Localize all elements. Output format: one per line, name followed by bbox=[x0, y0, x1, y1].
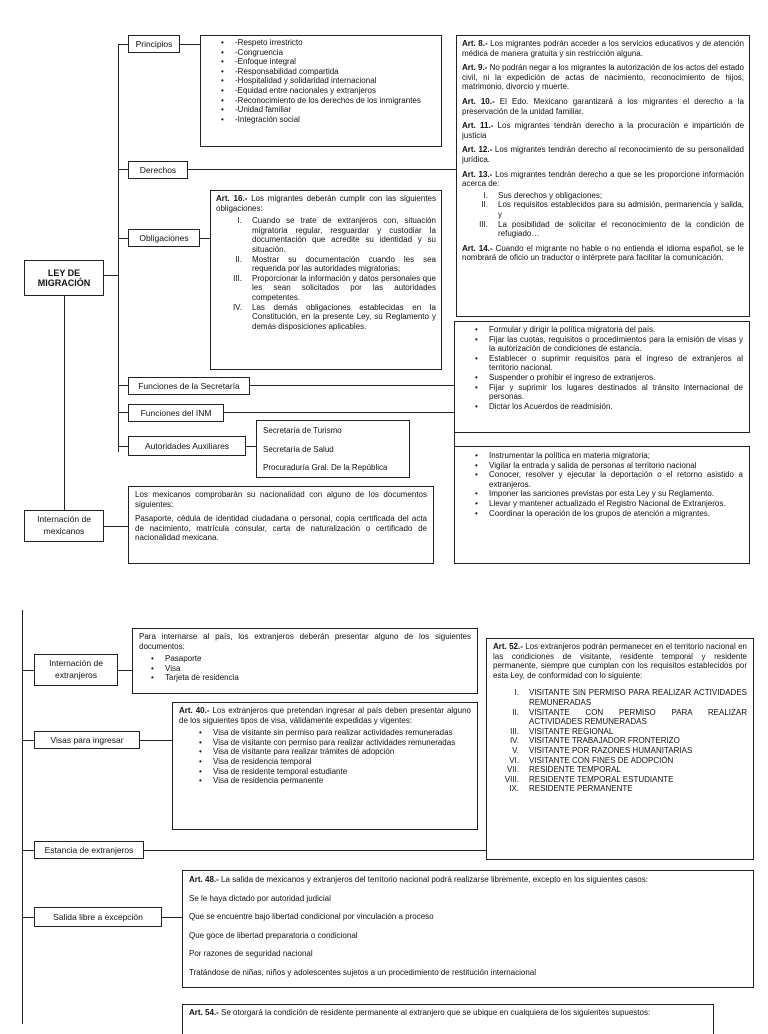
list-item: • Tarjeta de residencia bbox=[165, 673, 471, 683]
label-derechos-text: Derechos bbox=[139, 165, 177, 175]
label-principios bbox=[128, 35, 180, 53]
line-obligaciones-box bbox=[200, 238, 210, 239]
art-9-text: No podrán negar a los migrantes la autorización de los actos del estado civil, ni la expedición de actas de nacimiento, reconocimiento de hijos, matrimonio, divorcio y muerte. bbox=[462, 63, 744, 92]
label-autoridades-auxiliares bbox=[128, 436, 246, 456]
line-visas bbox=[22, 740, 34, 741]
line-inm-box bbox=[224, 412, 454, 413]
line-autoridades-box bbox=[246, 446, 256, 447]
line-internacion-extranjeros bbox=[22, 670, 34, 671]
internacion-mexicanos-box bbox=[128, 486, 434, 564]
list-item: • Dictar los Acuerdos de readmisión. bbox=[489, 402, 743, 412]
line-principios-box bbox=[180, 44, 200, 45]
label-visas-text: Visas para ingresar bbox=[50, 735, 124, 745]
line-obligaciones bbox=[118, 238, 128, 239]
list-item: • -Enfoque integral bbox=[235, 57, 435, 67]
trunk-line bbox=[118, 44, 119, 452]
list-item: • -Congruencia bbox=[235, 48, 435, 58]
list-item: • Visa de residencia permanente bbox=[213, 776, 471, 786]
label-funciones-inm bbox=[128, 404, 224, 422]
label-internacion-extranjeros bbox=[34, 654, 118, 686]
art-11-text: Los migrantes tendrán derecho a la procuración e impartición de justicia bbox=[462, 121, 745, 140]
list-item: • Visa de visitante con permiso para realizar actividades remuneradas bbox=[213, 738, 471, 748]
list-item: II. VISITANTE CON PERMISO PARA REALIZAR ACTIVIDADES REMUNERADAS bbox=[512, 707, 747, 727]
obligaciones-box bbox=[210, 190, 442, 370]
list-item: • -Unidad familiar bbox=[235, 105, 435, 115]
funciones-secretaria-list bbox=[455, 325, 743, 411]
root-down-line bbox=[64, 296, 65, 510]
list-item: • -Reconocimiento de los derechos de los inmigrantes bbox=[235, 96, 435, 106]
list-item: I. Sus derechos y obligaciones; bbox=[483, 190, 603, 200]
art-13-num: Art. 13.- bbox=[462, 169, 493, 179]
root-title: LEY DE MIGRACIÓN bbox=[37, 268, 91, 288]
art-52-text: Los extranjeros podrán permanecer en el territorio nacional en las condiciones de visitante, residente temporal y residente permanente, siempre que cumplan con los requisitos establecidos por esta Ley, de conformidad con lo siguiente: bbox=[493, 642, 747, 680]
art-14 bbox=[462, 244, 744, 263]
list-item: • -Hospitalidad y solidaridad internacional bbox=[235, 76, 435, 86]
art-40-num: Art. 40.- bbox=[179, 706, 210, 715]
art-48 bbox=[189, 875, 747, 885]
list-item: • Visa de visitante sin permiso para realizar actividades remuneradas bbox=[213, 728, 471, 738]
autoridad-item: Secretaría de Salud bbox=[263, 444, 334, 454]
list-item: II. Mostrar su documentación cuando les sea requerida por las autoridades migratorias; bbox=[235, 254, 436, 274]
label-funciones-inm-text: Funciones del INM bbox=[140, 408, 212, 418]
list-item: IV. VISITANTE TRABAJADOR FRONTERIZO bbox=[509, 736, 680, 746]
list-item: • -Integración social bbox=[235, 115, 435, 125]
list-item: • Coordinar la operación de los grupos de atención a migrantes. bbox=[489, 509, 743, 519]
label-salida bbox=[34, 907, 162, 927]
line-mexicanos-box bbox=[104, 526, 128, 527]
list-item: • Conocer, resolver y ejecutar la deportación o el retorno asistido a extranjeros. bbox=[489, 470, 743, 489]
art-13 bbox=[462, 170, 744, 189]
art-8 bbox=[462, 39, 744, 58]
list-item: • Fijar y suprimir los lugares destinados al tránsito internacional de personas. bbox=[489, 383, 743, 402]
list-item: VII. RESIDENTE TEMPORAL bbox=[506, 765, 621, 775]
line-derechos bbox=[118, 169, 128, 170]
art-16-list bbox=[216, 216, 436, 331]
visas-list bbox=[179, 728, 471, 786]
art-40 bbox=[179, 706, 471, 725]
list-item: I. VISITANTE SIN PERMISO PARA REALIZAR ACTIVIDADES REMUNERADAS bbox=[514, 688, 747, 707]
list-item: I. Cuando se trate de extranjeros con, situación migratoria regular, resguardar y custodiar la documentación que acredite su identidad y su situación. bbox=[237, 216, 436, 254]
label-salida-text: Salida libre a excepción bbox=[53, 912, 143, 922]
art-16-num: Art. 16.- bbox=[216, 194, 248, 203]
art-48-text: La salida de mexicanos y extranjeros del territorio nacional podrá realizarse libremente, excepto en los siguientes casos: bbox=[218, 875, 648, 884]
salida-item: Se le haya dictado por autoridad judicial bbox=[189, 893, 331, 903]
list-item: IX. RESIDENTE PERMANENTE bbox=[509, 784, 633, 794]
label-obligaciones-text: Obligaciones bbox=[139, 233, 189, 243]
list-item: • Formular y dirigir la política migratoria del país. bbox=[489, 325, 743, 335]
salida-item: Que goce de libertad preparatoria o condicional bbox=[189, 930, 358, 940]
label-funciones-secretaria bbox=[128, 377, 250, 395]
derechos-box bbox=[456, 35, 750, 317]
root-connector bbox=[104, 275, 118, 276]
label-visas bbox=[34, 731, 140, 749]
list-item: II. Los requisitos establecidos para su admisión, permanencia y salida, y bbox=[481, 200, 744, 219]
list-item: • Suspender o prohibir el ingreso de extranjeros. bbox=[489, 373, 743, 383]
line-secretaria bbox=[118, 385, 128, 386]
estancia-box bbox=[486, 638, 754, 860]
autoridad-item: Secretaría de Turismo bbox=[263, 426, 342, 435]
list-item: • -Respeto irrestricto bbox=[235, 38, 435, 48]
art-12 bbox=[462, 145, 744, 164]
list-item: • Instrumentar la política en materia migratoria; bbox=[489, 451, 743, 461]
list-item: • -Responsabilidad compartida bbox=[235, 67, 435, 77]
list-item: III. La posibilidad de solicitar el reconocimiento de la condición de refugiado… bbox=[479, 219, 744, 239]
line-salida bbox=[22, 917, 34, 918]
art-9 bbox=[462, 63, 744, 92]
list-item: • -Equidad entre nacionales y extranjeros bbox=[235, 86, 435, 96]
list-item: III. VISITANTE REGIONAL bbox=[510, 726, 614, 736]
art-11-num: Art. 11.- bbox=[462, 121, 494, 131]
art-12-text: Los migrantes tendrán derecho al reconocimiento de su personalidad jurídica. bbox=[462, 145, 744, 164]
label-estancia-text: Estancia de extranjeros bbox=[44, 845, 134, 855]
root-ley-de-migracion bbox=[24, 260, 104, 296]
line-salida-box bbox=[162, 917, 182, 918]
principios-box bbox=[200, 35, 442, 147]
autoridades-box bbox=[256, 420, 410, 478]
list-item: V. VISITANTE POR RAZONES HUMANITARIAS bbox=[512, 745, 693, 755]
line-estancia-box bbox=[144, 850, 486, 851]
line-secretaria-box bbox=[250, 385, 454, 386]
residente-box bbox=[182, 1004, 714, 1034]
art-54-num: Art. 54.- bbox=[189, 1008, 219, 1017]
list-item: • Visa de residente temporal estudiante bbox=[213, 767, 471, 777]
art-13-list bbox=[462, 191, 744, 239]
salida-item: Que se encuentre bajo libertad condicional por vinculación a proceso bbox=[189, 912, 434, 922]
line-visas-box bbox=[140, 740, 172, 741]
art-16-text: Los migrantes deberán cumplir con las siguientes obligaciones: bbox=[216, 194, 436, 213]
art-52-num: Art. 52.- bbox=[493, 642, 523, 651]
label-principios-text: Principios bbox=[135, 39, 173, 49]
autoridad-item: Procuraduría Gral. De la República bbox=[263, 463, 388, 473]
list-item: • Establecer o suprimir requisitos para el ingreso de extranjeros al territorio nacional. bbox=[489, 354, 743, 373]
art-52-list bbox=[493, 688, 747, 794]
art-12-num: Art. 12.- bbox=[462, 145, 493, 155]
art-8-text: Los migrantes podrán acceder a los servicios educativos y de atención médica de manera gratuita y sin restricción alguna. bbox=[462, 39, 744, 58]
internacion-mexicanos-p2: Pasaporte, cédula de identidad ciudadana o personal, copia certificada del acta de nacimiento, matrícula consular, carta de naturalización o certificado de nacionalidad mexicana. bbox=[135, 514, 427, 543]
list-item: • Vigilar la entrada y salida de personas al territorio nacional bbox=[489, 461, 743, 471]
label-internacion-mexicanos-text: Internación de mexicanos bbox=[37, 514, 91, 536]
art-52 bbox=[493, 642, 747, 680]
list-item: • Pasaporte bbox=[165, 654, 471, 664]
funciones-inm-list bbox=[455, 451, 743, 518]
list-item: • Visa de visitante para realizar trámites de adopción bbox=[213, 747, 471, 757]
line-derechos-box bbox=[188, 169, 456, 170]
internacion-mexicanos-p1: Los mexicanos comprobarán su nacionalidad con alguno de los documentos siguientes: bbox=[135, 490, 427, 509]
art-8-num: Art. 8.- bbox=[462, 39, 488, 48]
internacion-extranjeros-box bbox=[132, 628, 478, 694]
art-9-num: Art. 9.- bbox=[462, 63, 488, 73]
line-internacion-extranjeros-box bbox=[118, 670, 132, 671]
art-54-text: Se otorgará la condición de residente permanente al extranjero que se ubique en cualquiera de los siguientes supuestos: bbox=[218, 1008, 651, 1017]
label-funciones-secretaria-text: Funciones de la Secretaría bbox=[138, 381, 240, 391]
art-54 bbox=[189, 1008, 707, 1018]
art-10-text: El Edo. Mexicano garantizará a los migrantes el derecho a la preservación de la unidad familiar. bbox=[462, 96, 744, 116]
label-estancia bbox=[34, 841, 144, 859]
trunk-line-2 bbox=[22, 610, 23, 1024]
line-estancia bbox=[22, 850, 34, 851]
visas-box bbox=[172, 702, 478, 830]
internacion-extranjeros-intro: Para internarse al país, los extranjeros deberán presentar alguno de los siguientes documentos: bbox=[139, 632, 471, 651]
art-10-num: Art. 10.- bbox=[462, 96, 495, 106]
art-11 bbox=[462, 121, 744, 140]
label-autoridades-text: Autoridades Auxiliares bbox=[144, 441, 230, 451]
principios-list bbox=[201, 38, 435, 124]
salida-item: Tratándose de niñas, niños y adolescentes sujetos a un procedimiento de restitución internacional bbox=[189, 967, 537, 977]
list-item: • Fijar las cuotas, requisitos o procedimientos para la emisión de visas y la autorización de condiciones de estancia. bbox=[489, 335, 743, 354]
list-item: • Visa de residencia temporal bbox=[213, 757, 471, 767]
label-obligaciones bbox=[128, 229, 200, 247]
art-48-num: Art. 48.- bbox=[189, 875, 219, 884]
salida-box bbox=[182, 870, 754, 988]
label-derechos bbox=[128, 161, 188, 179]
line-autoridades bbox=[118, 446, 128, 447]
art-14-text: Cuando el migrante no hable o no entienda el idioma español, se le nombrará de oficio un traductor o intérprete para facilitar la comunicación. bbox=[462, 243, 745, 263]
salida-item: Por razones de seguridad nacional bbox=[189, 949, 313, 959]
list-item: IV. Las demás obligaciones establecidas en la Constitución, en la presente Ley, su Reglamento y demás disposiciones aplicables. bbox=[232, 302, 436, 331]
label-internacion-extranjeros-text: Internación de extranjeros bbox=[49, 658, 103, 680]
list-item: • Llevar y mantener actualizado el Registro Nacional de Extranjeros. bbox=[489, 499, 743, 509]
line-principios bbox=[118, 44, 128, 45]
internacion-extranjeros-list bbox=[139, 654, 471, 683]
list-item: III. Proporcionar la información y datos personales que les sean solicitados por las autoridades competentes. bbox=[233, 273, 436, 302]
list-item: VI. VISITANTE CON FINES DE ADOPCIÓN bbox=[509, 755, 674, 765]
art-40-text: Los extranjeros que pretendan ingresar al país deben presentar alguno de los siguientes tipos de visa, válidamente expedidas y vigentes: bbox=[179, 706, 471, 725]
funciones-inm-box bbox=[454, 446, 750, 564]
funciones-secretaria-box bbox=[454, 321, 750, 433]
art-10 bbox=[462, 97, 744, 116]
line-inm bbox=[118, 412, 128, 413]
art-13-text: Los migrantes tendrán derecho a que se les proporcione información acerca de: bbox=[462, 169, 744, 189]
label-internacion-mexicanos bbox=[24, 510, 104, 542]
list-item: • Imponer las sanciones previstas por esta Ley y su Reglamento. bbox=[489, 489, 743, 499]
list-item: • Visa bbox=[165, 664, 471, 674]
art-14-num: Art. 14.- bbox=[462, 243, 493, 253]
art-16 bbox=[216, 194, 436, 213]
list-item: VIII. RESIDENTE TEMPORAL ESTUDIANTE bbox=[504, 774, 674, 784]
